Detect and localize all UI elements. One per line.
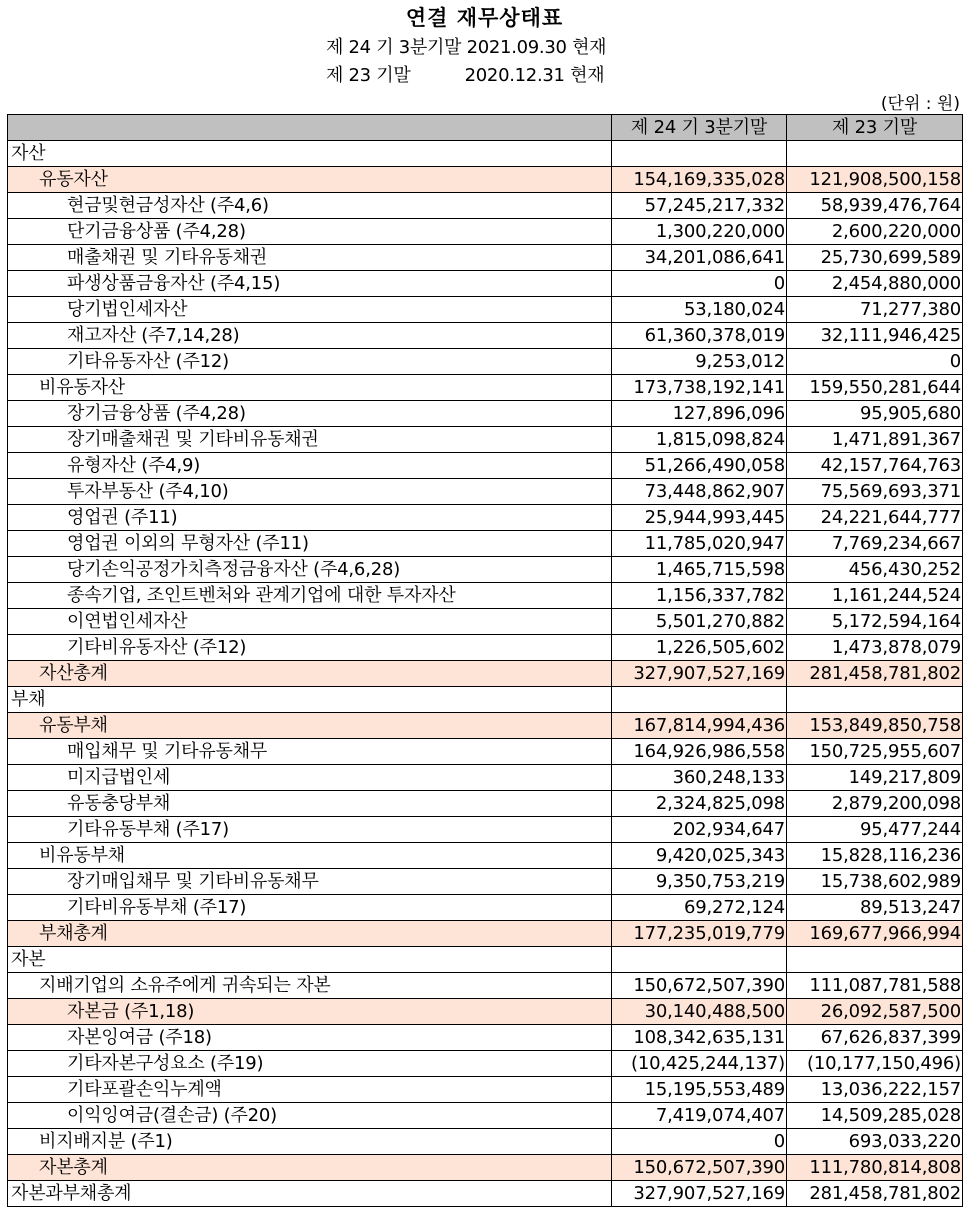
column-header-account (8, 115, 612, 141)
current-period-value: 57,245,217,332 (612, 193, 787, 219)
current-period-value: 327,907,527,169 (612, 1181, 787, 1207)
account-label: 기타유동자산 (주12) (8, 349, 612, 375)
account-label: 부채 (8, 687, 612, 713)
prior-period-value: 149,217,809 (787, 765, 963, 791)
account-label: 기타포괄손익누계액 (8, 1077, 612, 1103)
account-label: 자본금 (주1,18) (8, 999, 612, 1025)
prior-period-value: 121,908,500,158 (787, 167, 963, 193)
prior-period-value: 95,477,244 (787, 817, 963, 843)
current-period-value: 108,342,635,131 (612, 1025, 787, 1051)
prior-period-value: 24,221,644,777 (787, 505, 963, 531)
table-row (8, 869, 963, 895)
current-period-value: 73,448,862,907 (612, 479, 787, 505)
account-label: 유형자산 (주4,9) (8, 453, 612, 479)
account-label: 자본과부채총계 (8, 1181, 612, 1207)
current-period-value: 150,672,507,390 (612, 973, 787, 999)
current-period-value: 34,201,086,641 (612, 245, 787, 271)
current-period-caption: 제 24 기 3분기말 2021.09.30 현재 (326, 37, 607, 58)
current-period-value (612, 687, 787, 713)
current-period-value: 167,814,994,436 (612, 713, 787, 739)
account-label: 유동자산 (8, 167, 612, 193)
prior-period-value: 281,458,781,802 (787, 1181, 963, 1207)
prior-period-value: 58,939,476,764 (787, 193, 963, 219)
current-period-value (612, 947, 787, 973)
prior-period-value: 71,277,380 (787, 297, 963, 323)
account-label: 자본잉여금 (주18) (8, 1025, 612, 1051)
current-period-value: 360,248,133 (612, 765, 787, 791)
table-row (8, 479, 963, 505)
prior-period-value (787, 947, 963, 973)
prior-period-value: 26,092,587,500 (787, 999, 963, 1025)
prior-period-value: 2,454,880,000 (787, 271, 963, 297)
current-period-value: 9,420,025,343 (612, 843, 787, 869)
account-label: 영업권 (주11) (8, 505, 612, 531)
table-row (8, 661, 963, 687)
current-period-value: 9,253,012 (612, 349, 787, 375)
account-label: 매출채권 및 기타유동채권 (8, 245, 612, 271)
table-row (8, 557, 963, 583)
account-label: 당기손익공정가치측정금융자산 (주4,6,28) (8, 557, 612, 583)
account-label: 장기금융상품 (주4,28) (8, 401, 612, 427)
prior-period-value: 25,730,699,589 (787, 245, 963, 271)
current-period-value: 0 (612, 1129, 787, 1155)
prior-period-value: 75,569,693,371 (787, 479, 963, 505)
prior-period-value: 693,033,220 (787, 1129, 963, 1155)
table-row (8, 1155, 963, 1181)
prior-period-value: 32,111,946,425 (787, 323, 963, 349)
table-row (8, 427, 963, 453)
account-label: 유동부채 (8, 713, 612, 739)
current-period-value: 2,324,825,098 (612, 791, 787, 817)
account-label: 자본총계 (8, 1155, 612, 1181)
prior-period-value: 1,471,891,367 (787, 427, 963, 453)
prior-period-value: 111,780,814,808 (787, 1155, 963, 1181)
table-row (8, 921, 963, 947)
prior-period-value: 456,430,252 (787, 557, 963, 583)
table-row (8, 687, 963, 713)
table-row (8, 791, 963, 817)
prior-period-value (787, 687, 963, 713)
prior-period-value: 111,087,781,588 (787, 973, 963, 999)
current-period-value: 0 (612, 271, 787, 297)
prior-period-value: 5,172,594,164 (787, 609, 963, 635)
account-label: 영업권 이외의 무형자산 (주11) (8, 531, 612, 557)
account-label: 유동충당부채 (8, 791, 612, 817)
balance-sheet-table (7, 114, 963, 1207)
current-period-value: 173,738,192,141 (612, 375, 787, 401)
table-row (8, 635, 963, 661)
table-row (8, 765, 963, 791)
table-row (8, 1077, 963, 1103)
current-period-value: 51,266,490,058 (612, 453, 787, 479)
current-period-value: 1,815,098,824 (612, 427, 787, 453)
table-row (8, 895, 963, 921)
account-label: 자산 (8, 141, 612, 167)
prior-period-value: 153,849,850,758 (787, 713, 963, 739)
table-row (8, 167, 963, 193)
table-row (8, 1025, 963, 1051)
current-period-value: 69,272,124 (612, 895, 787, 921)
unit-label: (단위 : 원) (880, 94, 960, 114)
account-label: 미지급법인세 (8, 765, 612, 791)
current-period-value: 15,195,553,489 (612, 1077, 787, 1103)
table-row (8, 609, 963, 635)
table-row (8, 739, 963, 765)
prior-period-value: 95,905,680 (787, 401, 963, 427)
prior-period-value: 67,626,837,399 (787, 1025, 963, 1051)
current-period-value: 164,926,986,558 (612, 739, 787, 765)
current-period-value: 9,350,753,219 (612, 869, 787, 895)
current-period-value: 11,785,020,947 (612, 531, 787, 557)
table-row (8, 947, 963, 973)
account-label: 현금및현금성자산 (주4,6) (8, 193, 612, 219)
table-row (8, 843, 963, 869)
account-label: 종속기업, 조인트벤처와 관계기업에 대한 투자자산 (8, 583, 612, 609)
column-header-prior-period: 제 23 기말 (787, 115, 963, 141)
current-period-value: 127,896,096 (612, 401, 787, 427)
table-row (8, 1129, 963, 1155)
table-row (8, 245, 963, 271)
table-row (8, 531, 963, 557)
account-label: 재고자산 (주7,14,28) (8, 323, 612, 349)
prior-period-value: 281,458,781,802 (787, 661, 963, 687)
account-label: 부채총계 (8, 921, 612, 947)
prior-period-value: 13,036,222,157 (787, 1077, 963, 1103)
table-header-row (8, 115, 963, 141)
prior-period-value: 89,513,247 (787, 895, 963, 921)
prior-period-value: 159,550,281,644 (787, 375, 963, 401)
table-row (8, 713, 963, 739)
account-label: 매입채무 및 기타유동채무 (8, 739, 612, 765)
account-label: 비유동자산 (8, 375, 612, 401)
table-body (8, 141, 963, 1207)
current-period-value: 1,465,715,598 (612, 557, 787, 583)
prior-period-value: 14,509,285,028 (787, 1103, 963, 1129)
account-label: 기타비유동부채 (주17) (8, 895, 612, 921)
prior-period-value: 15,738,602,989 (787, 869, 963, 895)
table-row (8, 1181, 963, 1207)
current-period-value: (10,425,244,137) (612, 1051, 787, 1077)
column-header-current-period: 제 24 기 3분기말 (612, 115, 787, 141)
account-label: 이연법인세자산 (8, 609, 612, 635)
account-label: 기타자본구성요소 (주19) (8, 1051, 612, 1077)
table-row (8, 505, 963, 531)
account-label: 장기매출채권 및 기타비유동채권 (8, 427, 612, 453)
current-period-value: 177,235,019,779 (612, 921, 787, 947)
table-row (8, 401, 963, 427)
prior-period-value: 150,725,955,607 (787, 739, 963, 765)
current-period-value: 30,140,488,500 (612, 999, 787, 1025)
prior-period-value: 7,769,234,667 (787, 531, 963, 557)
account-label: 당기법인세자산 (8, 297, 612, 323)
account-label: 지배기업의 소유주에게 귀속되는 자본 (8, 973, 612, 999)
table-row (8, 999, 963, 1025)
current-period-value: 150,672,507,390 (612, 1155, 787, 1181)
account-label: 이익잉여금(결손금) (주20) (8, 1103, 612, 1129)
table-row (8, 453, 963, 479)
current-period-value: 154,169,335,028 (612, 167, 787, 193)
prior-period-caption: 제 23 기말 2020.12.31 현재 (326, 65, 605, 86)
table-row (8, 193, 963, 219)
current-period-value: 61,360,378,019 (612, 323, 787, 349)
table-row (8, 375, 963, 401)
prior-period-value: 0 (787, 349, 963, 375)
current-period-value: 1,226,505,602 (612, 635, 787, 661)
table-row (8, 219, 963, 245)
page-title (0, 2, 969, 32)
table-row (8, 297, 963, 323)
prior-period-value: 2,600,220,000 (787, 219, 963, 245)
table-row (8, 141, 963, 167)
account-label: 기타유동부채 (주17) (8, 817, 612, 843)
current-period-value: 7,419,074,407 (612, 1103, 787, 1129)
current-period-value: 202,934,647 (612, 817, 787, 843)
account-label: 자본 (8, 947, 612, 973)
table-row (8, 583, 963, 609)
account-label: 비유동부채 (8, 843, 612, 869)
prior-period-value: 42,157,764,763 (787, 453, 963, 479)
current-period-value: 53,180,024 (612, 297, 787, 323)
account-label: 기타비유동자산 (주12) (8, 635, 612, 661)
account-label: 투자부동산 (주4,10) (8, 479, 612, 505)
current-period-value (612, 141, 787, 167)
table-row (8, 271, 963, 297)
account-label: 비지배지분 (주1) (8, 1129, 612, 1155)
table-row (8, 323, 963, 349)
table-row (8, 817, 963, 843)
prior-period-value: 1,161,244,524 (787, 583, 963, 609)
prior-period-value (787, 141, 963, 167)
table-row (8, 973, 963, 999)
account-label: 자산총계 (8, 661, 612, 687)
table-row (8, 1051, 963, 1077)
current-period-value: 327,907,527,169 (612, 661, 787, 687)
title-text: 연결 재무상태표 (405, 6, 564, 30)
account-label: 단기금융상품 (주4,28) (8, 219, 612, 245)
prior-period-value: 2,879,200,098 (787, 791, 963, 817)
prior-period-value: 1,473,878,079 (787, 635, 963, 661)
table-row (8, 349, 963, 375)
current-period-value: 25,944,993,445 (612, 505, 787, 531)
prior-period-value: 15,828,116,236 (787, 843, 963, 869)
current-period-value: 1,156,337,782 (612, 583, 787, 609)
current-period-value: 5,501,270,882 (612, 609, 787, 635)
current-period-value: 1,300,220,000 (612, 219, 787, 245)
account-label: 파생상품금융자산 (주4,15) (8, 271, 612, 297)
table-row (8, 1103, 963, 1129)
prior-period-value: (10,177,150,496) (787, 1051, 963, 1077)
prior-period-value: 169,677,966,994 (787, 921, 963, 947)
account-label: 장기매입채무 및 기타비유동채무 (8, 869, 612, 895)
